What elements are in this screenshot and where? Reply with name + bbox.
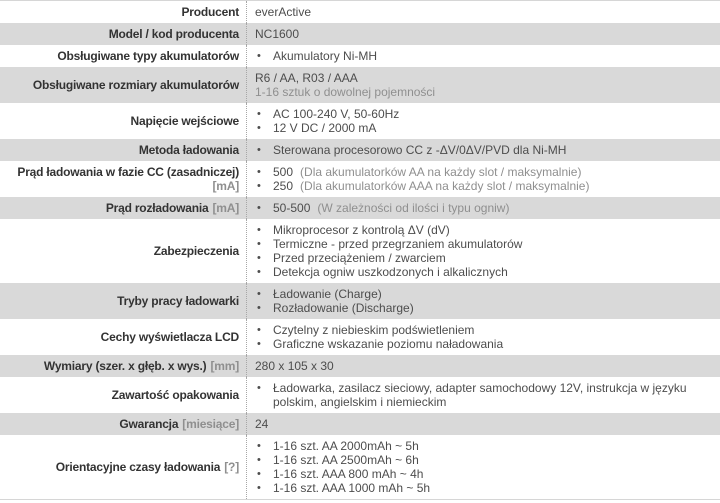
bullet-icon: • [257,180,261,192]
bullet-icon: • [257,454,261,466]
row-header-cell [0,355,246,377]
row-header [6,201,239,215]
value-line [255,467,708,481]
value-line [255,453,708,467]
value-text: Ładowanie (Charge) [273,287,382,301]
value-note: (Dla akumulatorków AAA na każdy slot / maksymalnie) [300,179,590,193]
row-values-cell [246,103,720,139]
row-label: Tryby pracy ładowarki [117,294,239,308]
value-line [255,27,708,41]
value-text: everActive [255,5,312,19]
row-values-cell [246,377,720,413]
row-header [6,114,239,128]
bullet-icon: • [257,468,261,480]
value-text: Detekcja ogniw uszkodzonych i alkalicznych [273,265,508,279]
help-badge[interactable]: [?] [224,460,239,474]
value-line [255,481,708,495]
value-note: (W zależności od ilości i typu ogniw) [317,201,510,215]
table-row [0,161,720,197]
bullet-icon: • [257,166,261,178]
row-values-cell [246,23,720,45]
row-header [6,244,239,258]
row-label: Prąd rozładowania [105,201,209,215]
bullet-icon: • [257,224,261,236]
value-text: 1-16 szt. AA 2500mAh ~ 6h [273,453,419,467]
row-values-cell [246,45,720,67]
row-label: Obsługiwane rozmiary akumulatorów [32,78,239,92]
row-label: Wymiary (szer. x głęb. x wys.) [43,359,207,373]
value-text: 1-16 szt. AA 2000mAh ~ 5h [273,439,419,453]
row-header-cell [0,413,246,435]
value-text: 1-16 szt. AAA 1000 mAh ~ 5h [273,481,431,495]
value-line [255,85,708,99]
row-header [6,359,239,373]
value-line [255,237,708,251]
table-row [0,103,720,139]
bullet-icon: • [257,440,261,452]
row-header-cell [0,23,246,45]
row-label: Producent [181,5,239,19]
value-line [255,5,708,19]
row-values-cell [246,219,720,283]
row-label: Cechy wyświetlacza LCD [100,330,239,344]
row-label-unit: [mA] [212,179,239,193]
value-text: Mikroprocesor z kontrolą ΔV (dV) [273,223,450,237]
row-header [6,165,239,193]
value-line [255,179,708,193]
value-text: 280 x 105 x 30 [255,359,334,373]
value-line [255,301,708,315]
table-row [0,1,720,23]
value-line [255,251,708,265]
value-line [255,223,708,237]
bullet-icon: • [257,482,261,494]
bullet-icon: • [257,338,261,350]
value-text: Sterowana procesorowo CC z -ΔV/0ΔV/PVD dla Ni-MH [273,143,567,157]
table-row [0,435,720,499]
value-line [255,439,708,453]
row-values-cell [246,413,720,435]
row-header [6,460,239,474]
bullet-icon: • [257,382,261,394]
row-values-cell [246,283,720,319]
row-header-cell [0,435,246,499]
row-header-cell [0,283,246,319]
row-header [6,27,239,41]
row-header [6,330,239,344]
value-text: 12 V DC / 2000 mA [273,121,377,135]
row-values-cell [246,161,720,197]
row-header [6,417,239,431]
row-values-cell [246,435,720,499]
value-line [255,323,708,337]
table-row [0,319,720,355]
row-label: Model / kod producenta [108,27,239,41]
row-header [6,143,239,157]
value-note: 1-16 sztuk o dowolnej pojemności [255,85,436,99]
row-values-cell [246,1,720,23]
table-row [0,355,720,377]
row-header-cell [0,377,246,413]
row-header-cell [0,197,246,219]
row-header [6,294,239,308]
table-row [0,23,720,45]
value-note: (Dla akumulatorków AA na każdy slot / maksymalnie) [300,165,582,179]
value-line [255,359,708,373]
row-header-cell [0,67,246,103]
table-row [0,45,720,67]
row-values-cell [246,319,720,355]
table-row [0,219,720,283]
value-text: Rozładowanie (Discharge) [273,301,414,315]
value-line [255,49,708,63]
value-line [255,143,708,157]
value-text: 500 [273,165,294,179]
row-label-unit: [mm] [210,359,239,373]
row-label-unit: [miesiące] [182,417,239,431]
bullet-icon: • [257,238,261,250]
bullet-icon: • [257,324,261,336]
bullet-icon: • [257,144,261,156]
value-line [255,381,708,409]
row-values-cell [246,197,720,219]
value-text: AC 100-240 V, 50-60Hz [273,107,400,121]
row-header-cell [0,103,246,139]
table-row [0,197,720,219]
row-header-cell [0,319,246,355]
value-line [255,165,708,179]
bullet-icon: • [257,252,261,264]
row-header-cell [0,219,246,283]
row-label: Zabezpieczenia [153,244,239,258]
value-line [255,107,708,121]
row-label: Orientacyjne czasy ładowania [55,460,221,474]
value-text: R6 / AA, R03 / AAA [255,71,358,85]
table-row [0,139,720,161]
bullet-icon: • [257,122,261,134]
row-label: Obsługiwane typy akumulatorów [57,49,239,63]
row-header [6,49,239,63]
bullet-icon: • [257,108,261,120]
row-values-cell [246,139,720,161]
row-label: Napięcie wejściowe [130,114,239,128]
row-header-cell [0,161,246,197]
value-line [255,201,708,215]
value-text: Termiczne - przed przegrzaniem akumulatorów [273,237,523,251]
bullet-icon: • [257,266,261,278]
row-values-cell [246,355,720,377]
value-line [255,417,708,431]
row-header-cell [0,139,246,161]
value-text: 250 [273,179,294,193]
table-row [0,377,720,413]
bullet-icon: • [257,50,261,62]
table-row [0,283,720,319]
row-header-cell [0,1,246,23]
value-text: Przed przeciążeniem / zwarciem [273,251,446,265]
value-line [255,121,708,135]
row-label: Gwarancja [119,417,179,431]
value-line [255,337,708,351]
value-text: Czytelny z niebieskim podświetleniem [273,323,475,337]
value-text: Ładowarka, zasilacz sieciowy, adapter samochodowy 12V, instrukcja w języku polskim, angielskim i niemieckim [273,381,687,409]
row-label: Zawartość opakowania [111,388,239,402]
value-text: 50-500 [273,201,311,215]
row-header [6,78,239,92]
row-header [6,388,239,402]
value-line [255,287,708,301]
value-text: Graficzne wskazanie poziomu naładowania [273,337,504,351]
value-text: 24 [255,417,269,431]
bullet-icon: • [257,202,261,214]
table-row [0,67,720,103]
value-text: NC1600 [255,27,300,41]
row-label: Metoda ładowania [138,143,239,157]
value-line [255,265,708,279]
value-line [255,71,708,85]
value-text: 1-16 szt. AAA 800 mAh ~ 4h [273,467,424,481]
row-values-cell [246,67,720,103]
row-label-unit: [mA] [212,201,239,215]
row-header-cell [0,45,246,67]
row-label: Prąd ładowania w fazie CC (zasadniczej) [17,165,239,179]
bullet-icon: • [257,302,261,314]
row-header [6,5,239,19]
table-row [0,413,720,435]
bullet-icon: • [257,288,261,300]
value-text: Akumulatory Ni-MH [273,49,378,63]
